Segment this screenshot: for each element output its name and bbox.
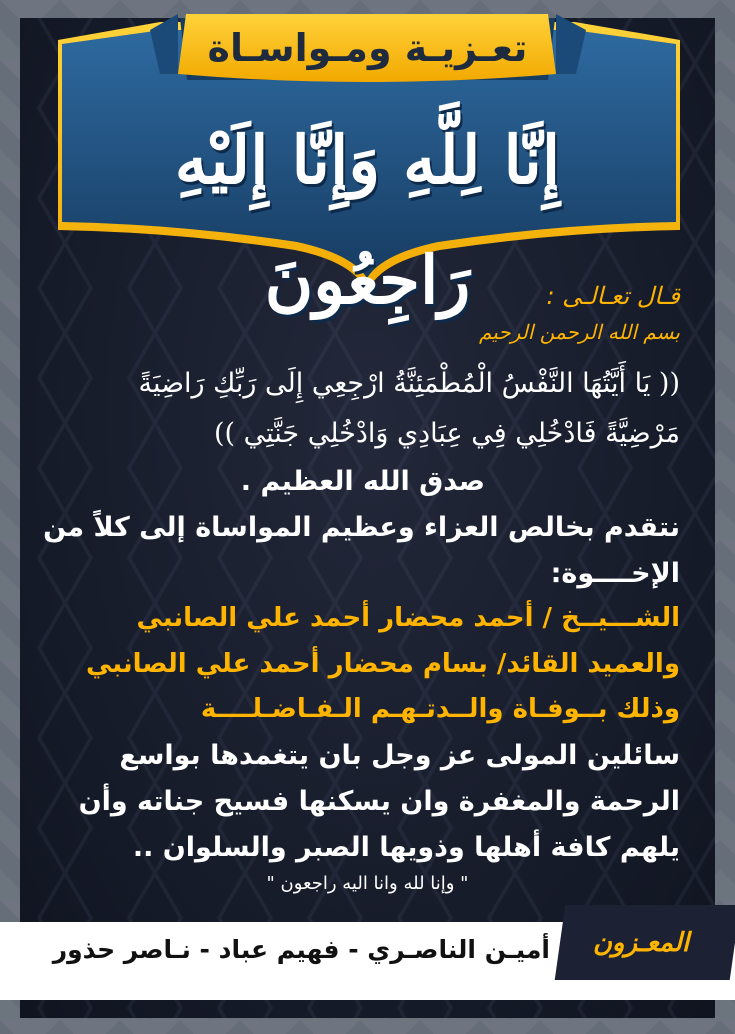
verse-calligraphy: إِنَّا لِلَّهِ وَإِنَّا إِلَيْهِ رَاجِعُونَ — [174, 121, 561, 319]
prayer-line-1: سائلين المولى عز وجل بان يتغمدها بواسع — [119, 740, 680, 771]
page-title: تعـزيـة ومـواسـاة — [207, 26, 528, 70]
qal-taala: قـال تعـالـى : — [546, 282, 680, 310]
mourners-label: المعـزون — [592, 928, 690, 958]
quran-quote-line-2: مَرْضِيَّةً فَادْخُلِي فِي عِبَادِي وَادْخُلِي جَنَّتِي )) — [213, 418, 680, 449]
closing-quote: " وإنا لله وانا اليه راجعون " — [266, 873, 469, 894]
quran-quote-line-1: (( يَا أَيَّتُهَا النَّفْسُ الْمُطْمَئِنَّةُ ارْجِعِي إِلَى رَبِّكِ رَاضِيَةً — [138, 368, 680, 399]
sadaq-allah: صدق الله العظيم . — [240, 466, 485, 497]
recipient-name-1: الشـــيــخ / أحمد محضار أحمد علي الصانبي — [136, 603, 680, 633]
mourners-names: أميـن الناصـري - فهيم عباد - نـاصر حذور — [52, 935, 550, 964]
prayer-line-2: الرحمة والمغفرة وان يسكنها فسيح جناته وأن — [78, 786, 680, 817]
intro-line-2: الإخــــوة: — [550, 558, 680, 589]
recipient-name-2: والعميد القائد/ بسام محضار أحمد علي الصانبي — [85, 649, 680, 679]
occasion-line: وذلك بــوفـاة والــدتـهـم الـفـاضـلــــة — [200, 694, 680, 724]
bismillah: بسم الله الرحمن الرحيم — [478, 320, 680, 344]
intro-line-1: نتقدم بخالص العزاء وعظيم المواساة إلى كلاً من — [43, 512, 680, 543]
prayer-line-3: يلهم كافة أهلها وذويها الصبر والسلوان .. — [132, 832, 680, 863]
